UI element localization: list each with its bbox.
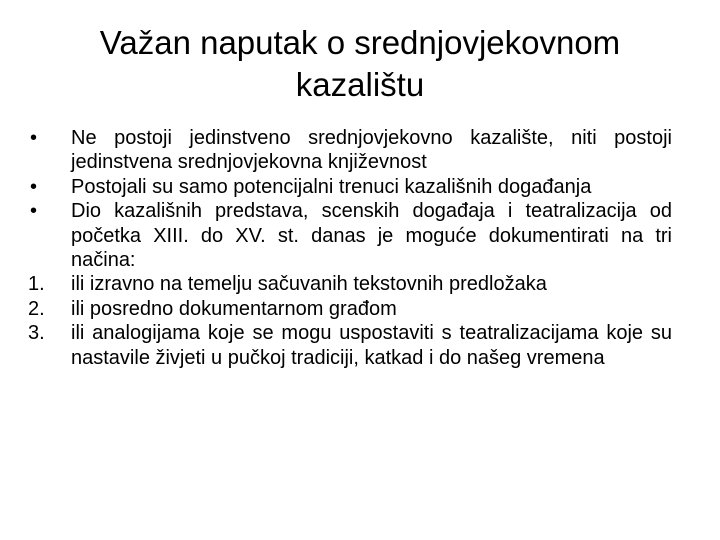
numbered-text: ili posredno dokumentarnom građom	[71, 297, 397, 320]
bullet-item-3	[28, 199, 672, 272]
numbered-item-1	[28, 272, 672, 296]
number-marker: 1.	[28, 273, 45, 296]
slide-title-line-1: Važan naputak o srednjovjekovnom	[99, 24, 621, 61]
bullet-text: Ne postoji jedinstveno srednjovjekovno kazalište, niti postoji jedinstvena srednjovjekovna književnost	[71, 127, 672, 174]
numbered-item-2	[28, 297, 672, 321]
numbered-item-3	[28, 321, 672, 370]
bullet-item-1	[28, 126, 672, 175]
bullet-item-2	[28, 175, 672, 199]
slide-title	[36, 22, 684, 106]
bullet-marker: •	[30, 200, 38, 223]
number-marker: 2.	[28, 297, 45, 320]
slide-title-line-2: kazalištu	[295, 66, 425, 103]
bullet-text: Dio kazališnih predstava, scenskih događaja i teatralizacija od početka XIII. do XV. st. danas je moguće dokumentirati na tri načina:	[71, 200, 672, 272]
number-marker: 3.	[28, 322, 45, 345]
numbered-text: ili analogijama koje se mogu uspostaviti s teatralizacijama koje su nastavile živjeti u pučkoj tradiciji, katkad i do našeg vremena	[71, 322, 672, 369]
bullet-marker: •	[30, 175, 38, 198]
slide-body	[28, 126, 672, 370]
bullet-marker: •	[30, 127, 38, 149]
numbered-text: ili izravno na temelju sačuvanih tekstovnih predložaka	[71, 273, 547, 296]
bullet-text: Postojali su samo potencijalni trenuci kazališnih događanja	[71, 175, 592, 198]
